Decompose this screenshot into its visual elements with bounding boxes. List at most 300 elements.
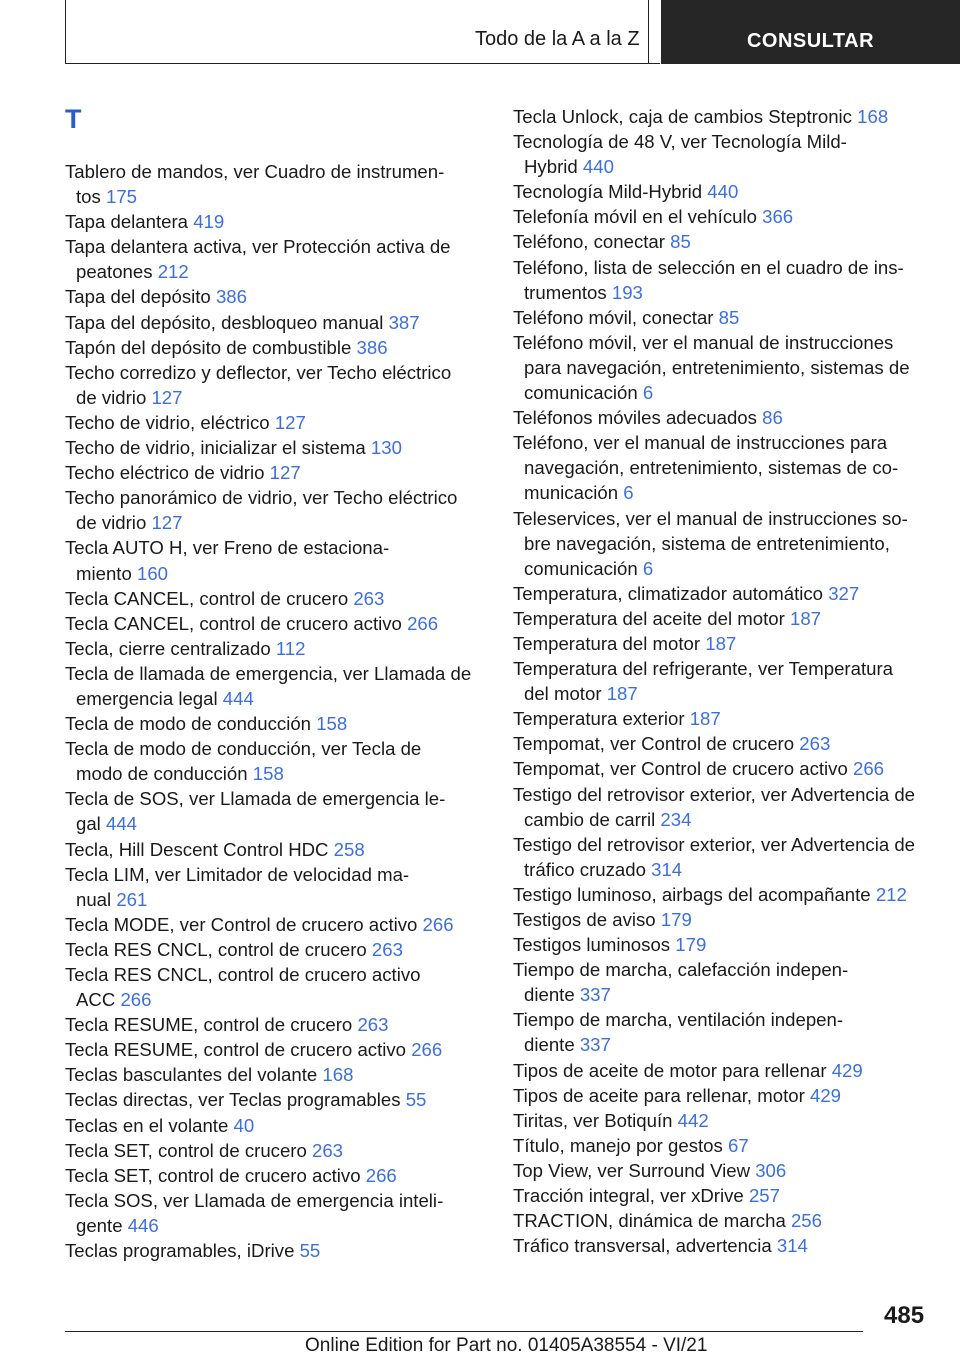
index-entry xyxy=(65,912,485,937)
index-entry xyxy=(513,1158,933,1183)
index-entry xyxy=(513,1233,933,1258)
index-entry xyxy=(65,1087,485,1112)
index-entry xyxy=(513,832,933,882)
page-reference-link[interactable]: 187 xyxy=(689,708,721,730)
page-reference-link[interactable]: 193 xyxy=(611,281,643,303)
index-entry xyxy=(65,586,485,611)
index-entry xyxy=(513,129,933,179)
index-entry-text: Teleservices, ver el manual de instrucciones so- xyxy=(513,507,908,529)
index-entry-line xyxy=(513,405,933,430)
index-entry-text: Temperatura exterior xyxy=(513,708,685,730)
index-entry-line xyxy=(513,1108,933,1133)
index-entry xyxy=(65,284,485,309)
page-reference-link[interactable]: 444 xyxy=(222,687,254,709)
index-entry-text: Tecla, Hill Descent Control HDC xyxy=(65,838,329,860)
index-entry xyxy=(513,405,933,430)
page-reference-link[interactable]: 127 xyxy=(269,462,301,484)
index-entry-line xyxy=(65,1037,485,1062)
index-entry xyxy=(513,1007,933,1057)
index-entry-line xyxy=(513,204,933,229)
index-entry-text: Tecla RES CNCL, control de crucero xyxy=(65,938,367,960)
index-entry-text: Tecla, cierre centralizado xyxy=(65,637,271,659)
index-entry-text: comunicación xyxy=(524,557,638,579)
index-entry-text: Tiempo de marcha, ventilación indepen- xyxy=(513,1009,844,1031)
index-entry xyxy=(513,606,933,631)
index-entry xyxy=(65,711,485,736)
index-entry-text: Tecla SET, control de crucero xyxy=(65,1139,307,1161)
page-reference-link[interactable]: 187 xyxy=(790,607,822,629)
index-entry-line xyxy=(65,586,485,611)
index-entry-line xyxy=(65,711,485,736)
index-entry-line xyxy=(65,937,485,962)
index-entry-text: trumentos xyxy=(524,281,607,303)
index-entry-text: Tecla RESUME, control de crucero xyxy=(65,1014,353,1036)
index-entry-text: Tempomat, ver Control de crucero xyxy=(513,733,795,755)
index-entry-text: de vidrio xyxy=(76,386,147,408)
index-entry xyxy=(513,104,933,129)
index-entry-line xyxy=(513,1158,933,1183)
index-entry-line xyxy=(65,1213,485,1238)
page-reference-link[interactable]: 86 xyxy=(762,407,783,429)
index-entry-line xyxy=(513,857,933,882)
index-entry-line xyxy=(513,882,933,907)
page-reference-link[interactable]: 6 xyxy=(623,482,634,504)
page-reference-link[interactable]: 187 xyxy=(606,683,638,705)
index-entry-text: para navegación, entretenimiento, sistemas de xyxy=(524,356,910,378)
index-entry-line xyxy=(65,1138,485,1163)
index-entry-line xyxy=(65,811,485,836)
index-entry-line xyxy=(513,1032,933,1057)
page-reference-link[interactable]: 263 xyxy=(357,1014,389,1036)
consultar-tab[interactable]: CONSULTAR xyxy=(661,0,960,64)
index-entry xyxy=(513,656,933,706)
index-entry xyxy=(513,1183,933,1208)
index-entry-text: Techo corredizo y deflector, ver Techo eléctrico xyxy=(65,361,452,383)
index-entry-line xyxy=(65,184,485,209)
page-reference-link[interactable]: 85 xyxy=(718,306,740,328)
index-entry-line xyxy=(65,862,485,887)
index-entry-line xyxy=(65,335,485,360)
index-entry xyxy=(513,506,933,581)
page-reference-link[interactable]: 337 xyxy=(579,984,611,1006)
page-number: 485 xyxy=(884,1302,925,1329)
index-entry xyxy=(65,862,485,912)
footer-rule xyxy=(65,1331,863,1332)
index-entry xyxy=(513,1083,933,1108)
index-entry-text: Tipos de aceite para rellenar, motor xyxy=(513,1084,805,1106)
index-entry-text: Tecla de SOS, ver Llamada de emergencia le- xyxy=(65,788,446,810)
page-reference-link[interactable]: 127 xyxy=(151,512,183,534)
index-entry-line xyxy=(513,982,933,1007)
index-entry-line xyxy=(513,581,933,606)
index-column-left xyxy=(65,159,485,1263)
index-entry-line xyxy=(65,159,485,184)
index-entry xyxy=(65,736,485,786)
index-letter: T xyxy=(65,104,82,134)
index-entry-line xyxy=(513,1007,933,1032)
page-reference-link[interactable]: 419 xyxy=(193,211,225,233)
index-entry xyxy=(65,1037,485,1062)
page-reference-link[interactable]: 263 xyxy=(312,1139,344,1161)
page-reference-link[interactable]: 158 xyxy=(252,763,284,785)
page-reference-link[interactable]: 212 xyxy=(875,883,907,905)
page-reference-link[interactable]: 266 xyxy=(407,612,439,634)
index-entry xyxy=(65,1188,485,1238)
index-entry-text: Título, manejo por gestos xyxy=(513,1134,723,1156)
index-entry xyxy=(513,305,933,330)
index-entry-text: Techo eléctrico de vidrio xyxy=(65,462,265,484)
index-entry-line xyxy=(513,907,933,932)
index-entry xyxy=(513,179,933,204)
page-reference-link[interactable]: 175 xyxy=(105,186,138,208)
page-reference-link[interactable]: 179 xyxy=(675,934,707,956)
index-entry-text: Teléfono móvil, ver el manual de instrucciones xyxy=(513,331,894,353)
index-entry-text: del motor xyxy=(524,683,602,705)
page-reference-link[interactable]: 263 xyxy=(353,587,385,609)
index-entry-text: nual xyxy=(76,888,112,910)
index-entry xyxy=(65,535,485,585)
index-entry-line xyxy=(513,656,933,681)
index-entry-line xyxy=(513,606,933,631)
index-entry-line xyxy=(513,681,933,706)
index-entry-text: de vidrio xyxy=(76,512,147,534)
index-entry-line xyxy=(65,661,485,686)
index-entry-text: gente xyxy=(76,1214,123,1236)
index-entry-line xyxy=(65,761,485,786)
index-entry-text: peatones xyxy=(76,261,153,283)
page-reference-link[interactable]: 429 xyxy=(809,1084,842,1106)
page-reference-link[interactable]: 55 xyxy=(405,1089,427,1111)
index-entry-text: Teclas directas, ver Teclas programables xyxy=(65,1089,401,1111)
index-entry-text: Tracción integral, ver xDrive xyxy=(513,1185,744,1207)
footer-edition: Online Edition for Part no. 01405A38554 - VI/21 xyxy=(305,1335,708,1356)
index-entry-line xyxy=(513,807,933,832)
page-reference-link[interactable]: 179 xyxy=(660,909,692,930)
index-column-right xyxy=(513,104,933,1258)
index-entry-line xyxy=(65,987,485,1012)
index-entry-line xyxy=(65,510,485,535)
page-reference-link[interactable]: 386 xyxy=(356,336,388,358)
index-entry-line xyxy=(65,636,485,661)
index-entry-text: diente xyxy=(524,984,575,1006)
index-entry-text: Hybrid xyxy=(524,156,578,178)
index-entry-text: Testigos luminosos xyxy=(513,934,671,956)
index-entry xyxy=(513,255,933,305)
index-entry-line xyxy=(65,1087,485,1112)
index-entry-text: diente xyxy=(524,1034,575,1056)
index-entry-text: gal xyxy=(76,813,101,835)
index-entry-line xyxy=(65,1012,485,1037)
page-reference-link[interactable]: 257 xyxy=(748,1185,780,1207)
index-entry-line xyxy=(513,782,933,807)
index-entry-line xyxy=(513,154,933,179)
index-entry-line xyxy=(65,485,485,510)
index-entry-text: Tecla CANCEL, control de crucero activo xyxy=(65,612,402,634)
index-entry xyxy=(65,837,485,862)
index-entry-text: Tapa delantera xyxy=(65,211,189,233)
page-reference-link[interactable]: 429 xyxy=(831,1059,863,1081)
index-entry-line xyxy=(513,1133,933,1158)
index-entry xyxy=(513,706,933,731)
page-reference-link[interactable]: 130 xyxy=(370,437,402,459)
index-entry-text: Testigo luminoso, airbags del acompañante xyxy=(513,883,871,905)
index-entry-text: Temperatura del aceite del motor xyxy=(513,607,785,629)
index-entry-line xyxy=(65,786,485,811)
index-entry xyxy=(513,229,933,254)
index-entry-line xyxy=(513,455,933,480)
index-entry xyxy=(65,661,485,711)
index-entry-text: Teléfono, conectar xyxy=(513,231,665,253)
index-entry-text: Testigo del retrovisor exterior, ver Advertencia de xyxy=(513,783,916,805)
index-entry-line xyxy=(65,1163,485,1188)
page-reference-link[interactable]: 327 xyxy=(828,582,860,604)
index-entry-text: TRACTION, dinámica de marcha xyxy=(513,1210,786,1232)
page-reference-link[interactable]: 444 xyxy=(106,813,138,835)
index-entry xyxy=(65,1163,485,1188)
index-entry-text: Techo panorámico de vidrio, ver Techo eléctrico xyxy=(65,487,458,509)
page-reference-link[interactable]: 85 xyxy=(670,231,691,253)
index-entry-line xyxy=(65,209,485,234)
index-entry-line xyxy=(65,611,485,636)
page-reference-link[interactable]: 266 xyxy=(411,1039,443,1061)
page-reference-link[interactable]: 314 xyxy=(776,1235,808,1257)
index-entry xyxy=(65,611,485,636)
index-entry-text: Teclas basculantes del volante xyxy=(65,1064,318,1086)
index-entry xyxy=(65,786,485,836)
header-rule-left xyxy=(65,0,66,64)
index-entry xyxy=(513,581,933,606)
index-entry-line xyxy=(65,736,485,761)
index-entry-text: Tapa del depósito, desbloqueo manual xyxy=(65,311,384,333)
page-reference-link[interactable]: 386 xyxy=(215,286,247,308)
page-reference-link[interactable]: 55 xyxy=(299,1240,321,1262)
index-entry-text: ACC xyxy=(76,989,116,1011)
index-entry xyxy=(513,204,933,229)
page-reference-link[interactable]: 234 xyxy=(660,808,692,830)
index-entry-text: comunicación xyxy=(524,382,638,404)
index-entry-text: Temperatura del motor xyxy=(513,632,701,654)
index-entry-line xyxy=(513,1233,933,1258)
index-entry-line xyxy=(513,255,933,280)
index-entry-line xyxy=(513,556,933,581)
index-entry-line xyxy=(65,460,485,485)
index-entry xyxy=(65,335,485,360)
index-entry-text: Tiempo de marcha, calefacción indepen- xyxy=(513,959,849,981)
index-entry-line xyxy=(513,480,933,505)
index-entry-text: Tráfico transversal, advertencia xyxy=(513,1235,772,1257)
index-entry-text: Tiritas, ver Botiquín xyxy=(513,1109,673,1131)
index-entry-text: Techo de vidrio, inicializar el sistema xyxy=(65,437,366,459)
index-entry-line xyxy=(513,380,933,405)
index-entry xyxy=(65,636,485,661)
index-entry-line xyxy=(513,1083,933,1108)
page-reference-link[interactable]: 266 xyxy=(365,1164,397,1186)
page-reference-link[interactable]: 127 xyxy=(274,411,306,433)
index-entry-line xyxy=(513,1183,933,1208)
index-entry-text: Tecla SET, control de crucero activo xyxy=(65,1164,361,1186)
index-entry-text: Tecla de modo de conducción xyxy=(65,713,312,735)
index-entry-line xyxy=(65,234,485,259)
index-entry xyxy=(513,1058,933,1083)
index-entry xyxy=(513,1133,933,1158)
page-reference-link[interactable]: 366 xyxy=(762,206,794,228)
page-reference-link[interactable]: 160 xyxy=(136,562,169,584)
index-entry xyxy=(65,209,485,234)
index-entry-text: Tecla de llamada de emergencia, ver Llamada de xyxy=(65,662,472,684)
index-entry-line xyxy=(513,506,933,531)
page-reference-link[interactable]: 306 xyxy=(755,1159,787,1181)
index-entry-text: Teclas en el volante xyxy=(65,1114,229,1136)
index-entry-line xyxy=(513,330,933,355)
index-entry-line xyxy=(513,1208,933,1233)
index-entry-text: Tecla RES CNCL, control de crucero activo xyxy=(65,964,421,985)
page-reference-link[interactable]: 387 xyxy=(388,311,420,333)
index-entry-text: Teléfono móvil, conectar xyxy=(513,306,714,328)
page-reference-link[interactable]: 168 xyxy=(322,1064,354,1086)
index-entry-line xyxy=(65,561,485,586)
header-rule-bottom xyxy=(65,63,660,64)
index-entry-line xyxy=(65,912,485,937)
page-reference-link[interactable]: 446 xyxy=(127,1214,159,1236)
page-reference-link[interactable]: 256 xyxy=(790,1210,822,1232)
page-reference-link[interactable]: 263 xyxy=(371,938,403,960)
index-entry-line xyxy=(65,360,485,385)
page-reference-link[interactable]: 67 xyxy=(727,1134,749,1156)
index-entry-line xyxy=(513,731,933,756)
page-reference-link[interactable]: 266 xyxy=(853,758,885,780)
page-reference-link[interactable]: 337 xyxy=(579,1034,611,1056)
page-reference-link[interactable]: 263 xyxy=(799,733,831,755)
index-entry-line xyxy=(65,310,485,335)
index-entry xyxy=(65,310,485,335)
index-entry-line xyxy=(513,179,933,204)
index-entry-line xyxy=(513,229,933,254)
index-entry-line xyxy=(65,837,485,862)
index-entry-text: modo de conducción xyxy=(76,763,248,785)
index-entry-line xyxy=(65,535,485,560)
index-entry xyxy=(513,430,933,505)
page-reference-link[interactable]: 168 xyxy=(857,106,889,127)
index-entry xyxy=(65,1062,485,1087)
index-entry-text: tráfico cruzado xyxy=(524,858,646,880)
page-reference-link[interactable]: 266 xyxy=(422,913,454,935)
index-entry-line xyxy=(65,435,485,460)
index-entry xyxy=(65,1138,485,1163)
index-entry-text: Tecla de modo de conducción, ver Tecla de xyxy=(65,738,422,760)
index-entry-text: Tecla CANCEL, control de crucero xyxy=(65,587,349,609)
index-entry-text: emergencia legal xyxy=(76,687,218,709)
page-reference-link[interactable]: 440 xyxy=(582,156,614,178)
index-entry-text: Techo de vidrio, eléctrico xyxy=(65,411,270,433)
index-entry-line xyxy=(65,410,485,435)
page-reference-link[interactable]: 158 xyxy=(316,713,348,735)
index-entry-text: Tecnología Mild-Hybrid xyxy=(513,181,703,203)
index-entry-text: bre navegación, sistema de entretenimiento, xyxy=(524,532,890,554)
index-entry xyxy=(65,962,485,1012)
index-entry-text: municación xyxy=(524,482,619,504)
index-entry-text: Teléfono, lista de selección en el cuadro de ins- xyxy=(513,256,904,278)
page-reference-link[interactable]: 40 xyxy=(233,1114,255,1136)
index-entry xyxy=(513,731,933,756)
page-reference-link[interactable]: 266 xyxy=(120,989,152,1011)
index-entry xyxy=(65,435,485,460)
page-reference-link[interactable]: 6 xyxy=(642,382,654,404)
index-entry xyxy=(65,485,485,535)
index-entry xyxy=(65,360,485,410)
index-entry xyxy=(65,1238,485,1263)
index-entry-text: Temperatura del refrigerante, ver Temperatura xyxy=(513,658,893,680)
page-reference-link[interactable]: 440 xyxy=(707,181,739,203)
index-entry xyxy=(513,882,933,907)
index-entry-text: Tecnología de 48 V, ver Tecnología Mild- xyxy=(513,131,847,153)
index-entry-text: Teclas programables, iDrive xyxy=(65,1240,295,1262)
index-entry-line xyxy=(65,385,485,410)
page-reference-link[interactable]: 314 xyxy=(651,858,683,880)
index-entry-text: Tecla AUTO H, ver Freno de estaciona- xyxy=(65,537,390,559)
index-entry-text: Tapón del depósito de combustible xyxy=(65,336,352,358)
index-entry-line xyxy=(65,1062,485,1087)
index-entry-text: Teléfono, ver el manual de instrucciones para xyxy=(513,432,888,454)
index-entry-line xyxy=(65,284,485,309)
index-entry-text: Tecla SOS, ver Llamada de emergencia inteli- xyxy=(65,1189,444,1211)
index-entry xyxy=(65,460,485,485)
index-entry xyxy=(65,410,485,435)
page-reference-link[interactable]: 187 xyxy=(705,632,737,654)
index-entry-line xyxy=(513,631,933,656)
index-entry-line xyxy=(65,962,485,987)
page-reference-link[interactable]: 112 xyxy=(275,637,306,659)
index-entry xyxy=(65,159,485,209)
index-entry xyxy=(65,1113,485,1138)
page-reference-link[interactable]: 212 xyxy=(157,261,189,283)
index-entry-text: Telefonía móvil en el vehículo xyxy=(513,206,757,228)
index-entry-text: Tapa delantera activa, ver Protección activa de xyxy=(65,236,451,258)
index-entry-text: Tecla MODE, ver Control de crucero activo xyxy=(65,913,418,935)
index-entry xyxy=(513,932,933,957)
index-entry-line xyxy=(513,305,933,330)
index-entry-text: tos xyxy=(76,186,101,208)
index-entry-line xyxy=(65,1238,485,1263)
page-reference-link[interactable]: 261 xyxy=(116,888,148,910)
index-entry-line xyxy=(513,756,933,781)
index-entry-line xyxy=(513,280,933,305)
index-entry-text: Temperatura, climatizador automático xyxy=(513,582,824,604)
index-entry-line xyxy=(65,259,485,284)
page-reference-link[interactable]: 258 xyxy=(333,838,365,860)
index-entry xyxy=(65,234,485,284)
index-entry-line xyxy=(513,104,933,129)
index-entry-line xyxy=(513,129,933,154)
index-entry-text: Tapa del depósito xyxy=(65,286,211,308)
index-entry-line xyxy=(513,355,933,380)
index-entry-text: Testigos de aviso xyxy=(513,909,656,930)
index-entry-text: Tecla LIM, ver Limitador de velocidad ma- xyxy=(65,863,410,885)
page-reference-link[interactable]: 127 xyxy=(151,386,183,408)
index-entry-line xyxy=(513,832,933,857)
header-rule-divider xyxy=(648,0,649,64)
index-entry xyxy=(513,1108,933,1133)
page-reference-link[interactable]: 442 xyxy=(677,1109,709,1131)
index-entry-text: Testigo del retrovisor exterior, ver Advertencia de xyxy=(513,833,916,855)
index-entry xyxy=(513,957,933,1007)
index-entry xyxy=(513,1208,933,1233)
index-entry-line xyxy=(513,1058,933,1083)
index-entry-line xyxy=(513,957,933,982)
index-entry-line xyxy=(513,706,933,731)
page-reference-link[interactable]: 6 xyxy=(642,557,654,579)
index-entry-text: Tecla RESUME, control de crucero activo xyxy=(65,1039,407,1061)
index-entry-line xyxy=(513,932,933,957)
